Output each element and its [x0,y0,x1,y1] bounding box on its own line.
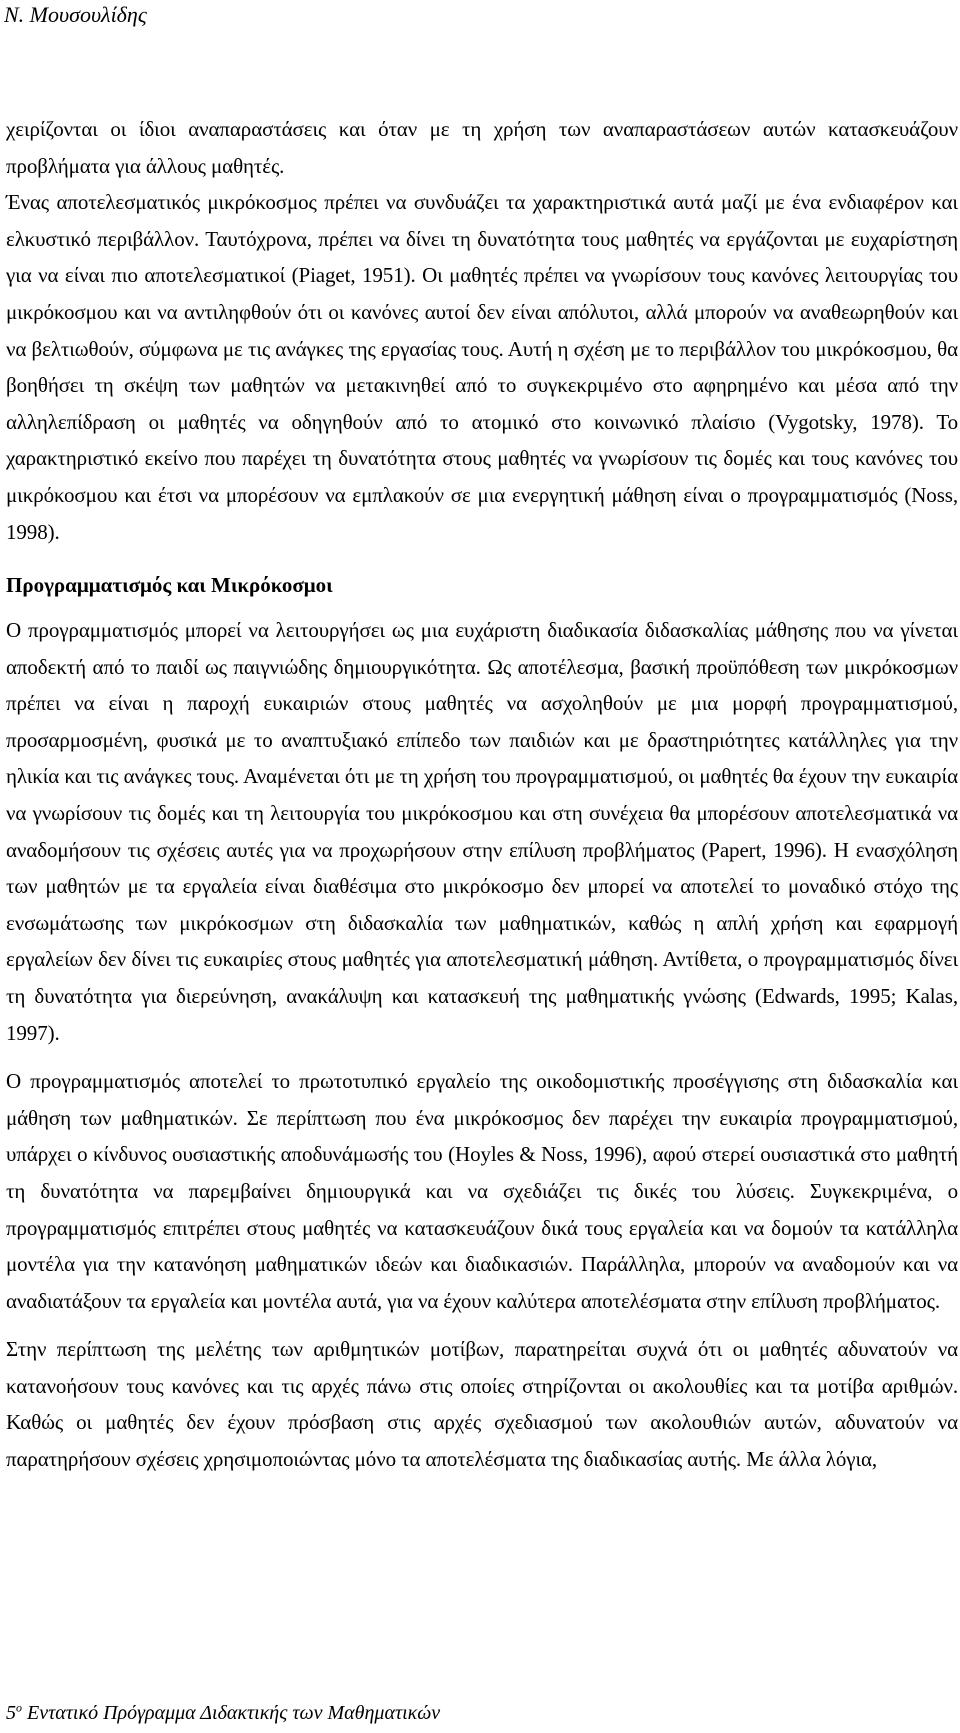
footer-ordinal-suffix: ο [16,1700,22,1715]
section-paragraph-1: Ο προγραμματισμός μπορεί να λειτουργήσει ως μια ευχάριστη διαδικασία διδασκαλίας μάθησης που να γίνεται αποδεκτή από το παιδί ως παιγνιώδης δημιουργικότητα. Ως αποτέλεσμα, βασική προϋπόθεση των μικρόκοσμων πρέπει να είναι η παροχή ευκαιριών στους μαθητές να ασχοληθούν με μια μορφή προγραμματισμού, προσαρμοσμένη, φυσικά με το αναπτυξιακό επίπεδο των παιδιών και με δραστηριότητες κατάλληλες για την ηλικία και τις ανάγκες τους. Αναμένεται ότι με τη χρήση του προγραμματισμού, οι μαθητές θα έχουν την ευκαιρία να γνωρίσουν τις δομές και τη λειτουργία του μικρόκοσμου και στη συνέχεια θα μπορέσουν αποτελεσματικά να αναδομήσουν τις σχέσεις αυτές για να προχωρήσουν στην επίλυση προβλήματος (Papert, 1996). Η ενασχόληση των μαθητών με τα εργαλεία είναι διαθέσιμα στο μικρόκοσμο δεν μπορεί να αποτελεί το μοναδικό στόχο της ενσωμάτωσης των μικρόκοσμων στη διδασκαλία των μαθηματικών, καθώς η απλή χρήση και εφαρμογή εργαλείων δεν δίνει τις ευκαιρίες στους μαθητές για αποτελεσματική μάθηση. Αντίθετα, ο προγραμματισμός δίνει τη δυνατότητα για διερεύνηση, ανακάλυψη και κατασκευή της μαθηματικής γνώσης (Edwards, 1995; Kalas, 1997). [6,618,958,1045]
section-paragraph-2: Ο προγραμματισμός αποτελεί το πρωτοτυπικό εργαλείο της οικοδομιστικής προσέγγισης στη διδασκαλία και μάθηση των μαθηματικών. Σε περίπτωση που ένα μικρόκοσμος δεν παρέχει την ευκαιρία προγραμματισμού, υπάρχει ο κίνδυνος ουσιαστικής αποδυνάμωσής του (Hoyles & Noss, 1996), αφού στερεί ουσιαστικά στο μαθητή τη δυνατότητα να παρεμβαίνει δημιουργικά και να σχεδιάζει τις δικές του λύσεις. Συγκεκριμένα, ο προγραμματισμός επιτρέπει στους μαθητές να κατασκευάζουν δικά τους εργαλεία και να δομούν τα κατάλληλα μοντέλα για την κατανόηση μαθηματικών ιδεών και διαδικασιών. Παράλληλα, μπορούν να αναδομούν και να αναδιατάξουν τα εργαλεία και μοντέλα αυτά, για να έχουν καλύτερα αποτελέσματα στην επίλυση προβλήματος. [6,1069,958,1313]
page-footer [6,1700,440,1726]
intro-paragraph-2: Ένας αποτελεσματικός μικρόκοσμος πρέπει να συνδυάζει τα χαρακτηριστικά αυτά μαζί με ένα ενδιαφέρον και ελκυστικό περιβάλλον. Ταυτόχρονα, πρέπει να δίνει τη δυνατότητα τους μαθητές να εργάζονται με ευχαρίστηση για να είναι πιο αποτελεσματικοί (Piaget, 1951). Οι μαθητές πρέπει να γνωρίσουν τους κανόνες λειτουργίας του μικρόκοσμου και να αντιληφθούν ότι οι κανόνες αυτοί δεν είναι απόλυτοι, αλλά μπορούν να αναθεωρηθούν και να βελτιωθούν, σύμφωνα με τις ανάγκες της εργασίας τους. Αυτή η σχέση με το περιβάλλον του μικρόκοσμου, θα βοηθήσει τη σκέψη των μαθητών να μετακινηθεί από το συγκεκριμένο στο αφηρημένο και μέσα από την αλληλεπίδραση οι μαθητές να οδηγηθούν από το ατομικό στο κοινωνικό πλαίσιο (Vygotsky, 1978). Το χαρακτηριστικό εκείνο που παρέχει τη δυνατότητα στους μαθητές να γνωρίσουν τις δομές και τους κανόνες του μικρόκοσμου και έτσι να μπορέσουν να εμπλακούν σε μια ενεργητική μάθηση είναι ο προγραμματισμός (Noss, 1998). [6,190,958,544]
section-heading: Προγραμματισμός και Μικρόκοσμοι [6,573,333,597]
footer-title: Εντατικό Πρόγραμμα Διδακτικής των Μαθηματικών [22,1702,441,1724]
section-paragraph-3: Στην περίπτωση της μελέτης των αριθμητικών μοτίβων, παρατηρείται συχνά ότι οι μαθητές αδυνατούν να κατανοήσουν τους κανόνες και τις αρχές πάνω στις οποίες στηρίζονται οι ακολουθίες και τα μοτίβα αριθμών. Καθώς οι μαθητές δεν έχουν πρόσβαση στις αρχές σχεδιασμού των ακολουθιών αυτών, αδυνατούν να παρατηρήσουν σχέσεις χρησιμοποιώντας μόνο τα αποτελέσματα της διαδικασίας αυτής. Με άλλα λόγια, [6,1337,958,1472]
section-block [6,570,958,1478]
intro-block [6,111,958,550]
intro-paragraph-1: χειρίζονται οι ίδιοι αναπαραστάσεις και όταν με τη χρήση των αναπαραστάσεων αυτών κατασκευάζουν προβλήματα για άλλους μαθητές. [6,117,958,178]
running-header: Ν. Μουσουλίδης [4,2,147,27]
footer-ordinal: 5 [6,1702,16,1724]
